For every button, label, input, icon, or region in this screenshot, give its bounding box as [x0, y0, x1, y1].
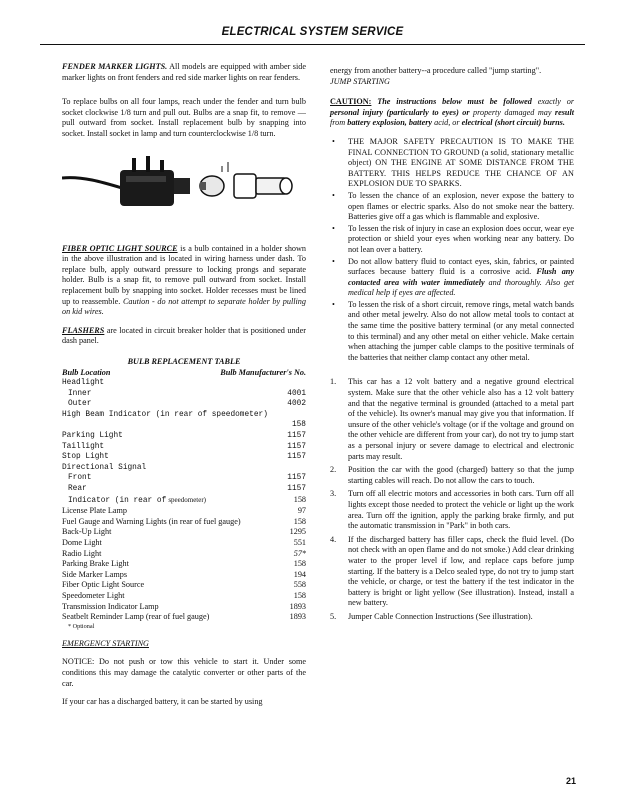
flashers-heading: FLASHERS — [62, 325, 105, 335]
list-item: 3. Turn off all electric motors and accessories in both cars. Turn off all lights except those needed to protect the vehicle or light up the work area. Turn off the ignition, apply the parking brake firmly, and put the automatic transmission in "Park" in both cars. — [330, 489, 574, 531]
list-item: • THE MAJOR SAFETY PRECAUTION IS TO MAKE THE FINAL CONNECTION TO GROUND (a solid, stationary metallic object) ON THE ENGINE AT SOME DISTANCE FROM THE BATTERY. THIS HELPS REDUCE THE CHANCE OF AN EXPLOSION DUE TO SPARKS. — [330, 137, 574, 190]
flashers-paragraph — [62, 326, 306, 347]
table-row: Radio Light 57* — [62, 548, 306, 558]
list-item: • To lessen the risk of a short circuit, remove rings, metal watch bands and other metal jewelry. Also do not allow metal tools to contact at the same time the positive battery terminal (or any metal connected to this terminal) and any other metal on either vehicle. Make certain when attaching the jumper cable clamps to the positive terminals of the batteries that neither clamp contact any other metal. — [330, 300, 574, 364]
fiber-optic-holder-photo — [62, 148, 306, 226]
fiber-optic-caution: Caution - do not attempt to separate holder by pulling on kid wires. — [62, 296, 306, 317]
emergency-starting-heading: EMERGENCY STARTING — [62, 638, 149, 648]
table-row: License Plate Lamp 97 — [62, 506, 306, 516]
left-column — [62, 62, 306, 716]
fiber-optic-text: is a bulb contained in a holder shown in the above illustration and is located in wiring harness under dash. To replace bulb, apply outward pressure to locking prongs and separate holder. Bulb is a snap fit, to remove pull outward from socket. Install replacement bulb by snapping into socket. Holder recesses must be lined up to reassemble. — [62, 243, 307, 306]
fender-marker-paragraph — [62, 62, 306, 83]
fiber-optic-heading: FIBER OPTIC LIGHT SOURCE — [62, 243, 178, 253]
bulb-table-col-location: Bulb Location — [62, 367, 111, 377]
table-row: Directional Signal — [62, 463, 147, 472]
bulb-table-header — [62, 368, 306, 379]
table-row: Parking Light 1157 — [62, 432, 306, 441]
bulb-holder-illustration — [62, 148, 306, 226]
safety-bullet-list — [330, 137, 574, 363]
table-row: Headlight — [62, 379, 105, 388]
table-row: Parking Brake Light 158 — [62, 559, 306, 569]
table-row: Back-Up Light 1295 — [62, 527, 306, 537]
table-row: Transmission Indicator Lamp 1893 — [62, 601, 306, 611]
jump-starting-heading: JUMP STARTING — [330, 76, 390, 86]
caution-paragraph: CAUTION: The instructions below must be followed exactly or personal injury (particularly to eyes) or property damaged may result from battery explosion, battery acid, or electrical (short circuit) burns. — [330, 97, 575, 128]
fiber-optic-paragraph — [62, 244, 306, 318]
table-row: Indicator (in rear of speedometer) 158 — [68, 494, 306, 505]
fender-marker-heading: FENDER MARKER LIGHTS. — [62, 62, 168, 71]
list-item: 4. If the discharged battery has filler caps, check the fluid level. (Do not check with an open flame and do not smoke.) Add clear drinking water to the proper level if low, and replace caps before jump starting. If the battery is a Delco sealed type, do not try to jump start the vehicle, or charge, or test the battery if the test indicator in the battery is bright or light yellow (See illustration). Instead, install a new battery. — [330, 534, 574, 608]
list-item: • To lessen the chance of an explosion, never expose the battery to open flames or electric sparks. Also do not smoke near the battery. Batteries give off a gas which is flammable and explosive. — [330, 191, 574, 223]
table-row: Stop Light 1157 — [62, 453, 306, 462]
table-row: Seatbelt Reminder Lamp (rear of fuel gauge) 1893 — [62, 612, 306, 622]
right-column — [330, 62, 574, 626]
table-row: Rear 1157 — [68, 485, 306, 494]
bulb-table-col-number: Bulb Manufacturer's No. — [220, 367, 306, 377]
header-divider — [40, 44, 585, 45]
list-item: 2. Position the car with the good (charged) battery so that the jump starting cables will reach. Do not allow the cars to touch. — [330, 465, 574, 485]
fender-marker-text: All models are equipped with amber side marker lights on front fenders and red side marker lights on rear fenders. — [62, 62, 306, 82]
table-row: Fiber Optic Light Source 558 — [62, 580, 306, 590]
bulb-table — [62, 378, 306, 631]
bulb-table-title: BULB REPLACEMENT TABLE — [127, 356, 241, 366]
table-row: Side Marker Lamps 194 — [62, 569, 306, 579]
table-row: 158 — [291, 421, 306, 430]
page-number: 21 — [565, 776, 576, 786]
list-item: • To lessen the risk of injury in case an explosion does occur, wear eye protection or shield your eyes when working near any battery. Do not lean over a battery. — [330, 224, 574, 256]
table-row: High Beam Indicator (in rear of speedometer) — [62, 410, 268, 419]
table-row: Front 1157 — [68, 474, 306, 483]
jump-intro: energy from another battery--a procedure called "jump starting". — [330, 66, 542, 75]
emergency-discharged: If your car has a discharged battery, it can be started by using — [62, 697, 263, 707]
replace-bulbs-paragraph: To replace bulbs on all four lamps, reach under the fender and turn bulb socket clockwise 1/8 turn and pull out. Bulbs are a snap fit, to remove — pull outward from socket. Install replacement bulb by snapping into socket. Install socket in lamp and turn counterclockwise 1/8 turn. — [62, 97, 306, 138]
list-item: • Do not allow battery fluid to contact eyes, skin, fabrics, or painted surfaces because battery fluid is a corrosive acid. Flush any contacted area with water immediately and thoroughly. Also get medical help if eyes are affected. — [330, 257, 574, 299]
jump-steps-list — [330, 377, 574, 622]
emergency-notice: NOTICE: Do not push or tow this vehicle to start it. Under some conditions this may damage the catalytic converter or other parts of the car. — [62, 657, 306, 688]
list-item: 1. This car has a 12 volt battery and a negative ground electrical system. Make sure that the other vehicle also has a 12 volt battery and that the negative terminal is grounded (attached to a metal part of the vehicle). Its owner's manual may give you that information. If unsure of the other vehicle's voltage (or if the voltage and ground on the other vehicle are different from your car), do not try to jump start as a personal injury or severe damage to electrical and electronic parts may result. — [330, 377, 574, 461]
table-row: Fuel Gauge and Warning Lights (in rear of fuel gauge) 158 — [62, 516, 306, 526]
flashers-text: are located in circuit breaker holder that is positioned under dash panel. — [62, 325, 306, 346]
optional-footnote: * Optional — [68, 622, 95, 630]
table-row: Taillight 1157 — [62, 442, 306, 451]
table-row: Inner 4001 — [68, 389, 306, 398]
page-title: ELECTRICAL SYSTEM SERVICE — [221, 26, 404, 38]
table-row: Speedometer Light 158 — [62, 590, 306, 600]
table-row: Dome Light 551 — [62, 538, 306, 547]
table-row: Outer 4002 — [68, 400, 306, 409]
list-item: 5. Jumper Cable Connection Instructions (See illustration). — [330, 611, 533, 621]
